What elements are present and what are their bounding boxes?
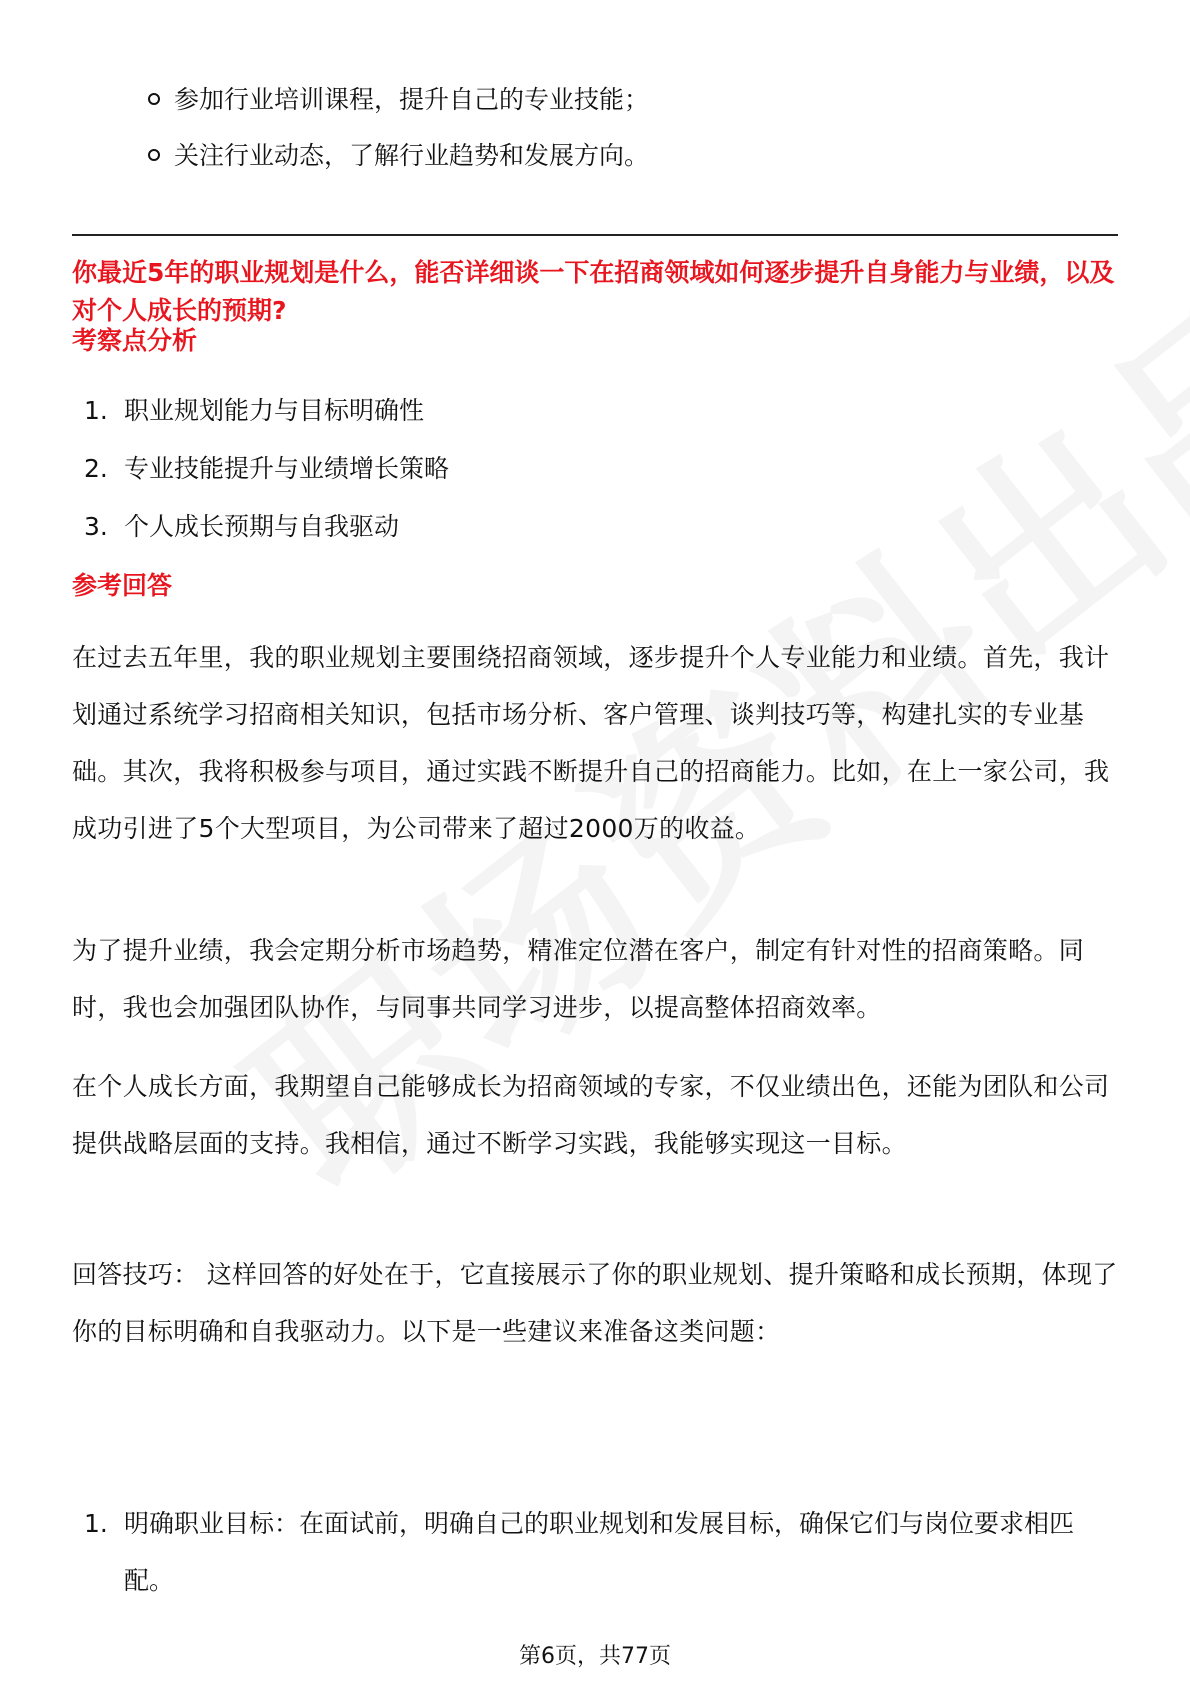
bullet-text: 参加行业培训课程，提升自己的专业技能； <box>174 85 650 114</box>
tips-intro: 回答技巧： 这样回答的好处在于，它直接展示了你的职业规划、提升策略和成长预期，体现了你的目标明确和自我驱动力。以下是一些建议来准备这类问题： <box>72 1260 1118 1346</box>
horizontal-divider <box>72 234 1118 236</box>
item-number: 2. <box>84 454 108 483</box>
answer-paragraph: 在过去五年里，我的职业规划主要围绕招商领域，逐步提升个人专业能力和业绩。首先，我计划通过系统学习招商相关知识，包括市场分析、客户管理、谈判技巧等，构建扎实的专业基础。其次，我将积极参与项目，通过实践不断提升自己的招商能力。比如，在上一家公司，我成功引进了5个大型项目，为公司带来了超过2000万的收益。 <box>72 643 1110 843</box>
analysis-item <box>84 498 449 556</box>
bullet-text: 关注行业动态，了解行业趋势和发展方向。 <box>174 141 650 170</box>
item-text: 明确职业目标：在面试前，明确自己的职业规划和发展目标，确保它们与岗位要求相匹配。 <box>124 1509 1075 1595</box>
circle-bullet-icon <box>148 93 160 105</box>
bullet-item <box>148 72 649 128</box>
page-footer: 第6页，共77页 <box>519 1644 671 1669</box>
item-number: 1. <box>84 396 108 425</box>
tip-item <box>84 1495 1114 1609</box>
analysis-item <box>84 440 449 498</box>
answer-paragraph: 在个人成长方面，我期望自己能够成长为招商领域的专家，不仅业绩出色，还能为团队和公司提供战略层面的支持。我相信，通过不断学习实践，我能够实现这一目标。 <box>72 1072 1110 1158</box>
top-bullet-list <box>148 72 649 184</box>
item-text: 个人成长预期与自我驱动 <box>124 512 400 541</box>
question-heading: 你最近5年的职业规划是什么，能否详细谈一下在招商领域如何逐步提升自身能力与业绩，以及对个人成长的预期? <box>72 258 1115 325</box>
item-number: 3. <box>84 512 108 541</box>
item-text: 专业技能提升与业绩增长策略 <box>124 454 450 483</box>
tips-list <box>84 1495 1114 1609</box>
answer-paragraph: 为了提升业绩，我会定期分析市场趋势，精准定位潜在客户，制定有针对性的招商策略。同时，我也会加强团队协作，与同事共同学习进步，以提高整体招商效率。 <box>72 936 1085 1022</box>
analysis-item <box>84 382 449 440</box>
circle-bullet-icon <box>148 149 160 161</box>
answer-heading: 参考回答 <box>72 571 173 600</box>
analysis-heading: 考察点分析 <box>72 326 198 355</box>
item-text: 职业规划能力与目标明确性 <box>124 396 425 425</box>
item-number: 1. <box>84 1509 108 1538</box>
analysis-list <box>84 382 449 556</box>
bullet-item <box>148 128 649 184</box>
